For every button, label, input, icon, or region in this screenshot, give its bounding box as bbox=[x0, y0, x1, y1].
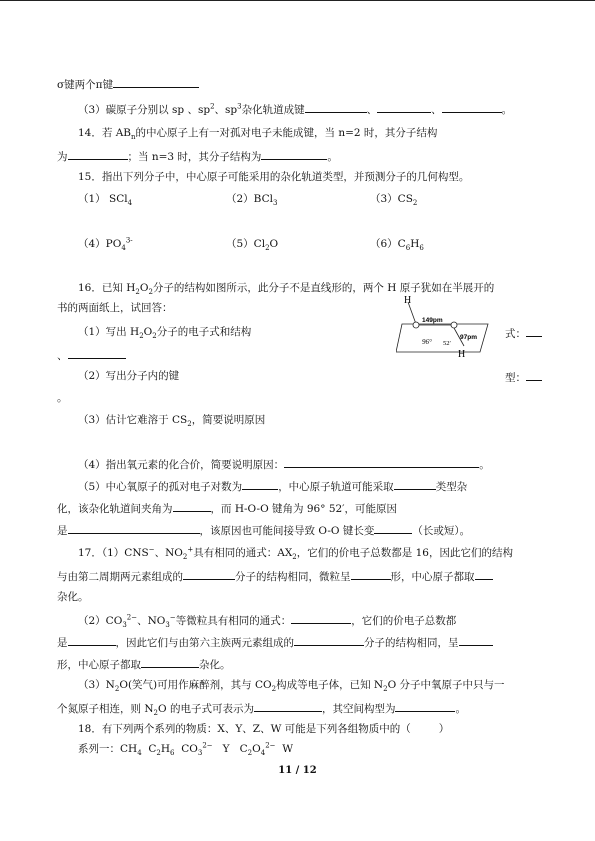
oxygen-atom bbox=[413, 322, 419, 328]
text-line: 杂化。 bbox=[57, 591, 89, 603]
blank bbox=[475, 568, 493, 580]
blank bbox=[113, 76, 199, 88]
blank bbox=[68, 347, 126, 359]
question-14: 14．若 $AB_n$的中心原子上有一对孤对电子未能成键，当 n=2 时，其分子结构 bbox=[78, 127, 438, 142]
text-line: 形，中心原子都取 杂化。 bbox=[57, 656, 231, 672]
angle-label: 52′ bbox=[443, 340, 451, 347]
question-16: 16．已知 $H_2O_2$分子的结构如图所示，此分子不是直线形的，两个 H 原子犹如在半展开的 bbox=[78, 282, 495, 297]
text-line: σ键两个π键 bbox=[57, 76, 199, 92]
blank bbox=[374, 522, 412, 534]
page-number: 11 / 12 bbox=[278, 765, 317, 776]
text-line: $(6)C_6H_6$ bbox=[370, 238, 424, 253]
question-15: 15．指出下列分子中，中心原子可能采用的杂化轨道类型，并预测分子的几何构型。 bbox=[78, 171, 470, 183]
h-label: H bbox=[458, 349, 466, 360]
text-line: 个氮原子相连，则 $N_2O$ 的电子式可表示为 ，其空间构型为 。 bbox=[57, 700, 466, 716]
text-line: （3）碳原子分别以 sp 、$sp^2$、$sp^3$杂化轨道成键 、 、 。 bbox=[78, 102, 513, 116]
text-line: （5）中心氧原子的孤对电子对数为 ，中心原子轨道可能采取 类型杂 bbox=[78, 478, 467, 494]
text-line: （2）BCl$_3$ bbox=[226, 193, 278, 208]
blank bbox=[377, 101, 431, 113]
h2o2-structure-figure bbox=[396, 294, 496, 360]
series-one-line: 系列一：$CH_4$ $C_2H_6$ $CO_3^{2-}$ Y $C_2O_4^{2-}$ W bbox=[78, 741, 294, 758]
blank bbox=[526, 369, 542, 381]
top-rule bbox=[0, 0, 595, 1]
question-18: 18．有下列两个系列的物质：X、Y、Z、W 可能是下列各组物质中的（ ） bbox=[78, 723, 450, 735]
text-line: 书的两面纸上，试回答： bbox=[57, 302, 173, 314]
text-line: $(3)N_2O$(笑气)可用作麻醉剂，其与 $CO_2$构成等电子体，已知 $N_2O$ 分子中氧原子中只与一 bbox=[78, 679, 505, 694]
blank bbox=[394, 478, 436, 490]
angle-label: 96° bbox=[422, 338, 432, 346]
blank bbox=[459, 634, 493, 646]
question-17: 17．（1）CNS−、$NO_2^+$具有相同的通式：$AX_2$，它们的价电子总数都是 16，因此它们的结构 bbox=[78, 545, 513, 562]
text-line: （3）估计它难溶于 $CS_2$，简要说明原因 bbox=[78, 414, 266, 429]
h-label: H bbox=[404, 295, 412, 306]
text-line: 是 ，该原因也可能间接导致 O-O 键长变 （长或短）。 bbox=[57, 522, 470, 538]
text-line: 型： bbox=[505, 369, 542, 385]
bond-length-label: 97pm bbox=[460, 334, 477, 341]
text-line: 化，该杂化轨道间夹角为 ，而 H-O-O 键角为 96° 52′，可能原因 bbox=[57, 500, 397, 516]
blank bbox=[68, 522, 200, 534]
blank bbox=[183, 568, 235, 580]
text-line: （1）写出 $H_2O_2$分子的电子式和结构 bbox=[78, 326, 252, 341]
blank bbox=[68, 634, 116, 646]
text-line: （2）写出分子内的键 bbox=[78, 370, 180, 382]
text-line: 、 bbox=[57, 347, 126, 363]
blank bbox=[294, 634, 364, 646]
text-line: 与由第二周期两元素组成的 分子的结构相同，微粒呈 形，中心原子都取 bbox=[57, 568, 493, 584]
text-line: （1） SCl$_4$ bbox=[78, 193, 133, 208]
text-line: 为 ；当 n=3 时，其分子结构为 。 bbox=[57, 148, 338, 164]
blank bbox=[305, 101, 367, 113]
blank bbox=[284, 456, 479, 468]
text-line: （4）指出氧元素的化合价，简要说明原因： 。 bbox=[78, 456, 490, 472]
text-line: $(3)CS_2$ bbox=[370, 193, 418, 208]
blank bbox=[261, 148, 327, 160]
text-line: 式： bbox=[505, 325, 542, 341]
blank bbox=[141, 656, 199, 668]
blank bbox=[442, 101, 502, 113]
blank bbox=[242, 478, 278, 490]
oxygen-atom bbox=[451, 322, 457, 328]
text-line: 是 ，因此它们与由第六主族两元素组成的 分子的结构相同，呈 bbox=[57, 634, 493, 650]
blank bbox=[173, 500, 211, 512]
text-line: 。 bbox=[57, 392, 68, 404]
text-line: $(5)Cl_2O$ bbox=[226, 238, 279, 253]
blank bbox=[526, 325, 542, 337]
blank bbox=[254, 700, 322, 712]
blank bbox=[395, 700, 455, 712]
blank bbox=[291, 612, 351, 624]
text-line: $(2)CO_3^{2-}$、$NO_3^-$等微粒具有相同的通式： ，它们的价电子总数都 bbox=[78, 613, 457, 630]
bond-length-label: 149pm bbox=[422, 317, 443, 324]
text-line: $(4)PO_4^{3-}$ bbox=[78, 236, 133, 253]
blank bbox=[68, 148, 128, 160]
blank bbox=[351, 568, 391, 580]
